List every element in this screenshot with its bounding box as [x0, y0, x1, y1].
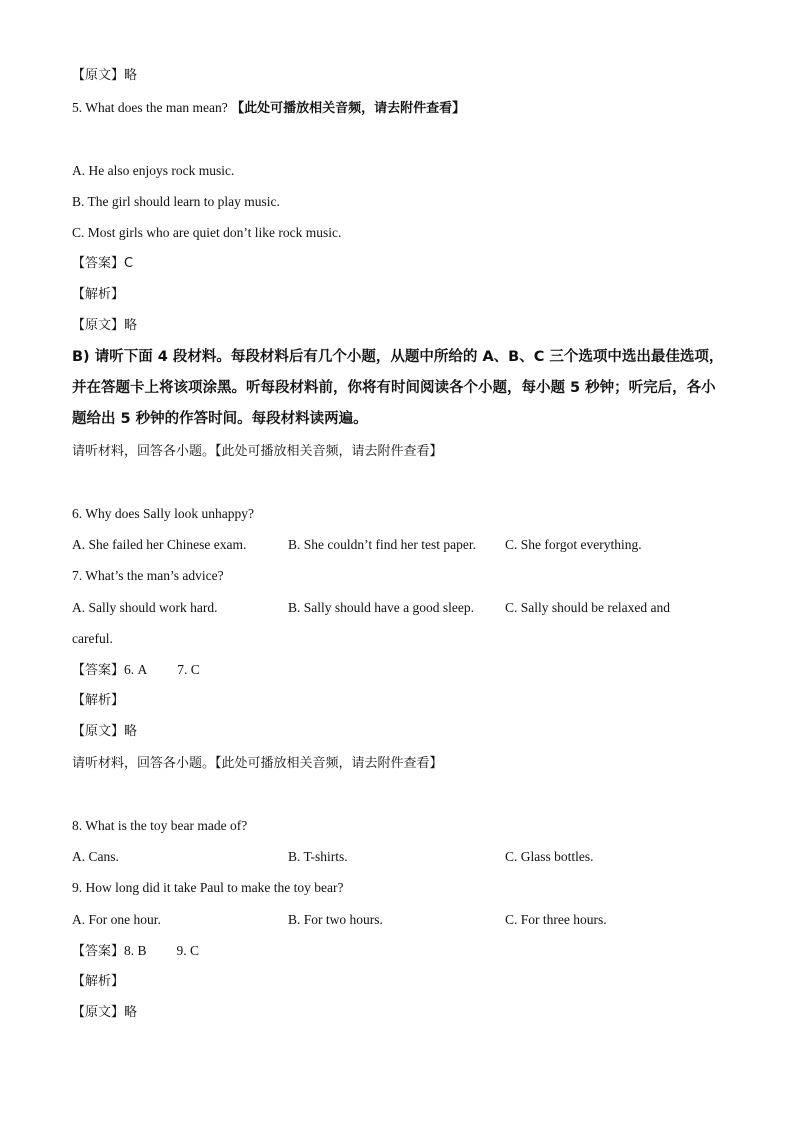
- answer-7: 7. C: [177, 662, 200, 677]
- section-b-instruction: B) 请听下面 4 段材料。每段材料后有几个小题，从题中所给的 A、B、C 三个选项中选出最佳选项，并在答题卡上将该项涂黑。听每段材料前，你将有时间阅读各个小题，每小题 5 秒钟；听完后，各小题给出 5 秒钟的作答时间。每段材料读两遍。: [72, 349, 724, 427]
- q7-option-c-continued: careful.: [72, 631, 113, 646]
- q6-option-b: B. She couldn’t find her test paper.: [288, 537, 476, 552]
- q9-option-b: B. For two hours.: [288, 912, 383, 927]
- q7-option-b: B. Sally should have a good sleep.: [288, 600, 474, 615]
- q6-option-c: C. She forgot everything.: [505, 537, 642, 552]
- question-5: [72, 98, 465, 119]
- group2-answer: [72, 941, 199, 962]
- q8-option-c: C. Glass bottles.: [505, 849, 594, 864]
- q5-answer: 【答案】C: [72, 256, 134, 271]
- q8-option-a: A. Cans.: [72, 849, 119, 864]
- q5-option-a: A. He also enjoys rock music.: [72, 163, 235, 178]
- group1-analysis: 【解析】: [72, 693, 125, 708]
- question-9: 9. How long did it take Paul to make the toy bear?: [72, 880, 344, 895]
- q5-analysis: 【解析】: [72, 287, 125, 302]
- q7-option-a: A. Sally should work hard.: [72, 600, 218, 615]
- question-7: 7. What’s the man’s advice?: [72, 568, 224, 583]
- q9-option-a: A. For one hour.: [72, 912, 161, 927]
- group2-analysis: 【解析】: [72, 974, 125, 989]
- group2-prompt[interactable]: 请听材料，回答各小题。【此处可播放相关音频，请去附件查看】: [72, 756, 443, 771]
- q5-option-b: B. The girl should learn to play music.: [72, 194, 280, 209]
- q6-option-a: A. She failed her Chinese exam.: [72, 537, 247, 552]
- question-8: 8. What is the toy bear made of?: [72, 818, 248, 833]
- q5-original: 【原文】略: [72, 318, 138, 333]
- group1-answer: [72, 660, 200, 681]
- answer-9: 9. C: [176, 943, 200, 958]
- answer-6: 6. A: [124, 662, 148, 677]
- audio-link-1[interactable]: 【此处可播放相关音频，请去附件查看】: [231, 101, 466, 116]
- answer-label: 【答案】: [72, 663, 125, 678]
- group2-original: 【原文】略: [72, 1005, 138, 1020]
- question-6: 6. Why does Sally look unhappy?: [72, 506, 254, 521]
- answer-8: 8. B: [124, 943, 147, 958]
- question-5-text: 5. What does the man mean?: [72, 100, 228, 115]
- q8-option-b: B. T-shirts.: [288, 849, 348, 864]
- q7-option-c: C. Sally should be relaxed and: [505, 600, 670, 615]
- group1-prompt[interactable]: 请听材料，回答各小题。【此处可播放相关音频，请去附件查看】: [72, 444, 443, 459]
- q5-option-c: C. Most girls who are quiet don’t like rock music.: [72, 225, 342, 240]
- group1-original: 【原文】略: [72, 724, 138, 739]
- original-text-line-1: 【原文】略: [72, 68, 138, 83]
- q9-option-c: C. For three hours.: [505, 912, 607, 927]
- answer-label: 【答案】: [72, 944, 125, 959]
